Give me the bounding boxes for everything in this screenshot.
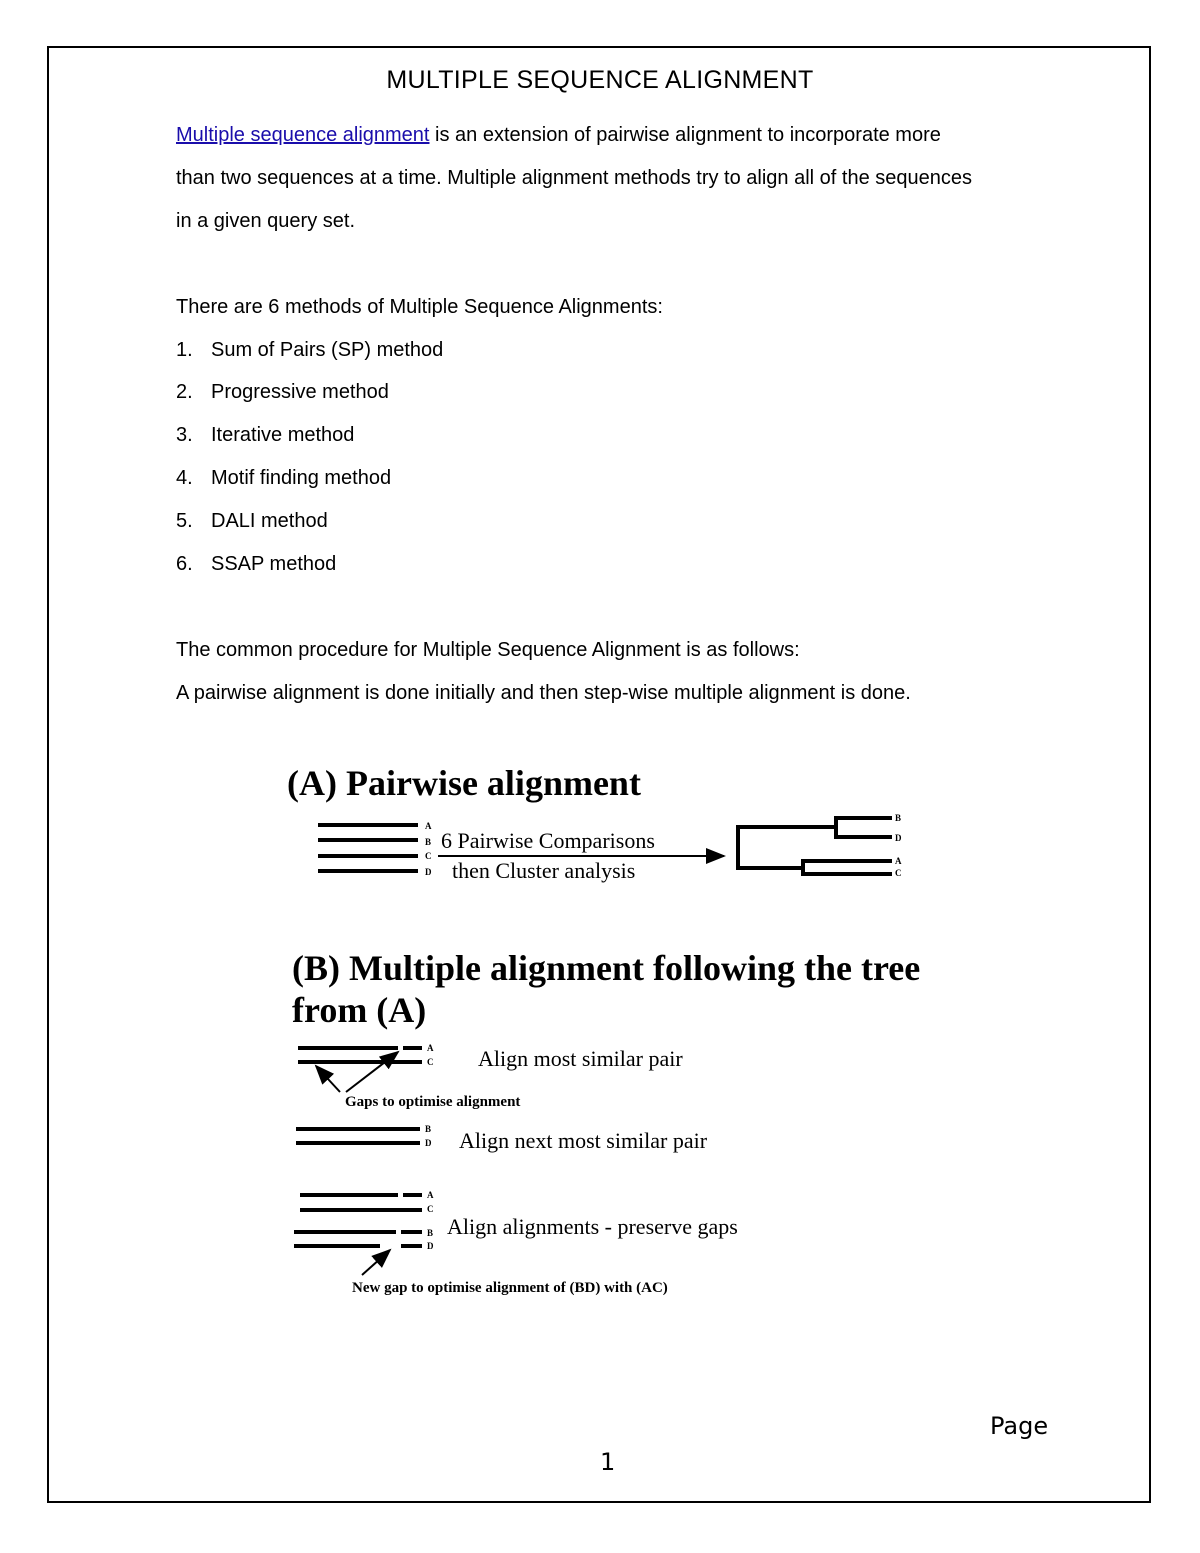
list-label: Sum of Pairs (SP) method (211, 339, 444, 361)
a-seq-label-c: C (425, 851, 432, 861)
tree-leaf-a: A (895, 856, 902, 866)
step3-lines (294, 1195, 422, 1246)
step1-arrow-1 (316, 1066, 340, 1092)
step2-lines (296, 1129, 420, 1143)
procedure-heading: The common procedure for Multiple Sequence Alignment is as follows: (176, 639, 800, 661)
step1-label: Align most similar pair (478, 1046, 683, 1071)
step2-seq-b: B (425, 1124, 432, 1134)
step3-label: Align alignments - preserve gaps (447, 1214, 738, 1239)
step3-seq-a: A (427, 1190, 434, 1200)
intro-line-2: than two sequences at a time. Multiple alignment methods try to align all of the sequences (176, 167, 973, 189)
a-cluster-label: then Cluster analysis (452, 858, 636, 883)
list-label: Iterative method (211, 424, 355, 446)
list-label: DALI method (211, 510, 328, 532)
footer-page-number: 1 (600, 1448, 616, 1476)
tree-leaf-d: D (895, 833, 902, 843)
step3-seq-b: B (427, 1228, 434, 1238)
section-b-title-line2: from (A) (292, 990, 427, 1030)
page-title: MULTIPLE SEQUENCE ALIGNMENT (386, 66, 814, 94)
step2-seq-d: D (425, 1138, 432, 1148)
section-a-title: (A) Pairwise alignment (287, 763, 641, 803)
list-number: 6. (176, 553, 193, 575)
a-comparisons-label: 6 Pairwise Comparisons (441, 828, 655, 853)
list-number: 4. (176, 467, 193, 489)
step3-note: New gap to optimise alignment of (BD) with (AC) (352, 1280, 668, 1296)
list-label: SSAP method (211, 553, 337, 575)
list-number: 3. (176, 424, 193, 446)
list-number: 1. (176, 339, 193, 361)
step1-note: Gaps to optimise alignment (345, 1094, 521, 1110)
step3-arrow (362, 1250, 390, 1275)
list-number: 5. (176, 510, 193, 532)
msa-link[interactable]: Multiple sequence alignment (176, 124, 430, 146)
step3-seq-d: D (427, 1241, 434, 1251)
step1-lines (298, 1048, 422, 1062)
tree-leaf-b: B (895, 813, 902, 823)
list-label: Progressive method (211, 381, 389, 403)
list-number: 2. (176, 381, 193, 403)
procedure-text: A pairwise alignment is done initially and then step-wise multiple alignment is done. (176, 682, 911, 704)
intro-line-1-rest: is an extension of pairwise alignment to incorporate more (429, 124, 941, 146)
list-label: Motif finding method (211, 467, 392, 489)
cluster-tree (738, 818, 892, 874)
step1-seq-a: A (427, 1043, 434, 1053)
intro-line-3: in a given query set. (176, 210, 355, 232)
methods-heading: There are 6 methods of Multiple Sequence Alignments: (176, 296, 663, 318)
step3-seq-c: C (427, 1204, 434, 1214)
tree-leaf-c: C (895, 868, 902, 878)
a-seq-label-a: A (425, 821, 432, 831)
step1-arrow-2 (346, 1052, 398, 1092)
a-seq-label-d: D (425, 867, 432, 877)
step1-seq-c: C (427, 1057, 434, 1067)
a-seq-label-b: B (425, 837, 432, 847)
footer-page-label: Page (990, 1412, 1049, 1440)
a-sequence-lines (318, 825, 418, 871)
step2-label: Align next most similar pair (459, 1128, 708, 1153)
section-b-title-line1: (B) Multiple alignment following the tree (292, 948, 921, 988)
